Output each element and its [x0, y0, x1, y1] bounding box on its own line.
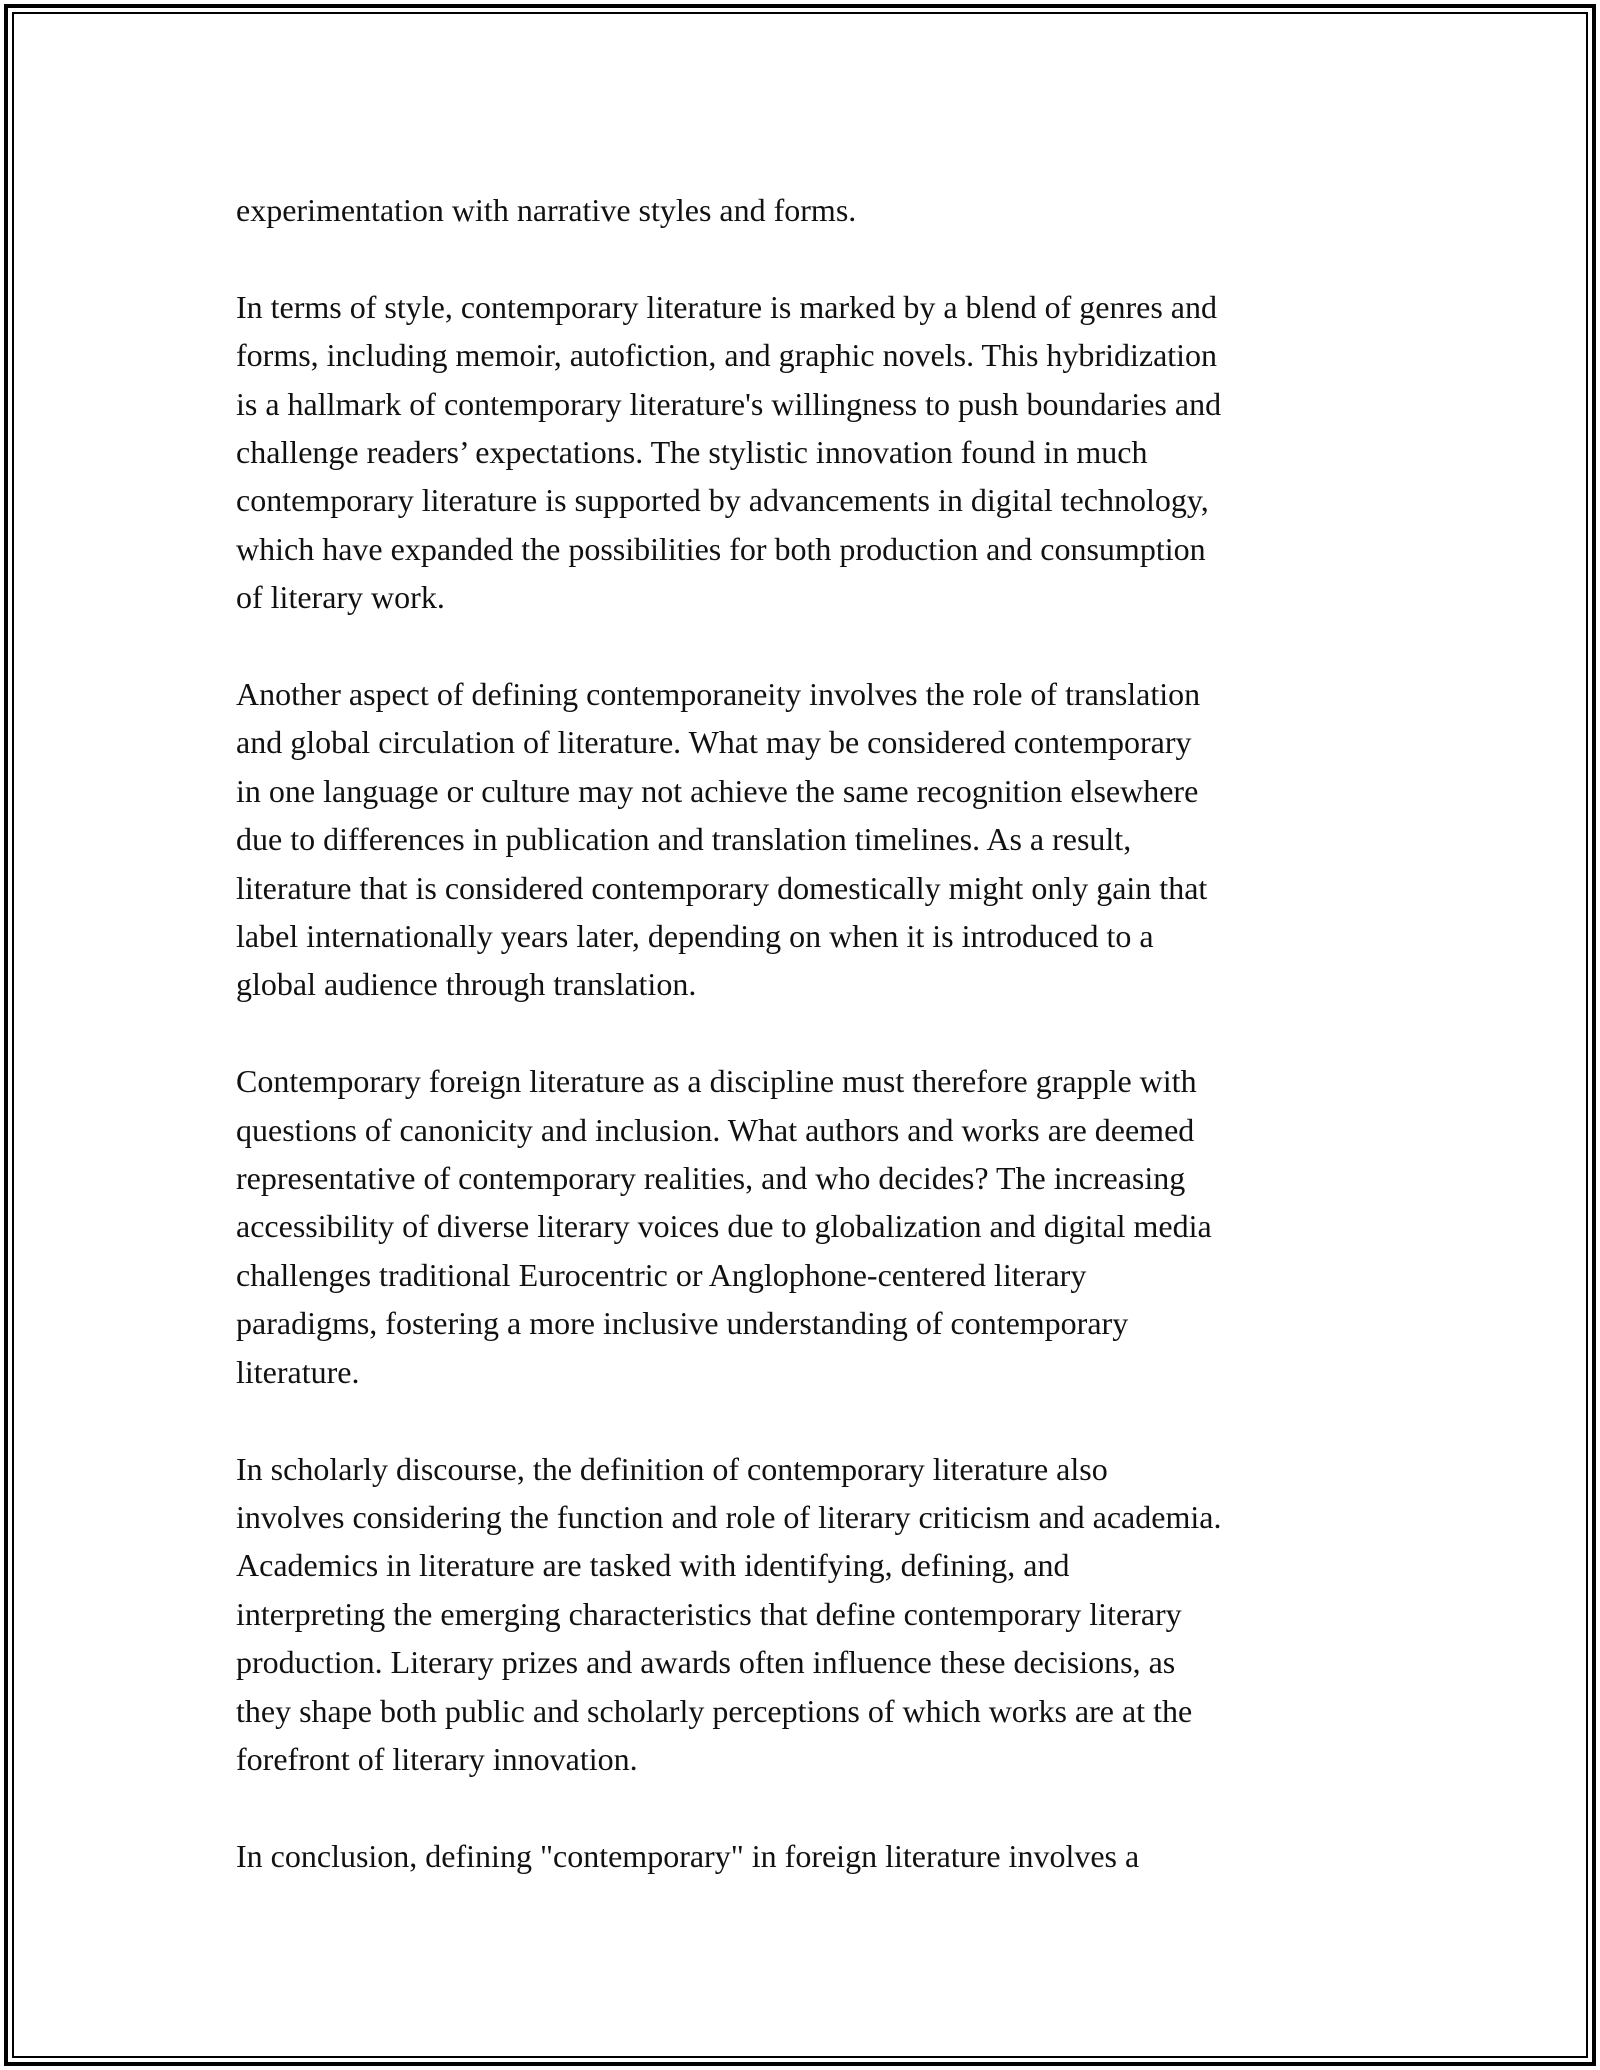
text-line: forms, including memoir, autofiction, and graphic novels. This hybridization — [236, 337, 1218, 374]
text-line: forefront of literary innovation. — [236, 1740, 638, 1777]
text-line: Another aspect of defining contemporaneity involves the role of translation — [236, 676, 1201, 713]
text-line: global audience through translation. — [236, 966, 697, 1003]
text-line: of literary work. — [236, 579, 445, 616]
text-line: accessibility of diverse literary voices due to globalization and digital media — [236, 1208, 1212, 1245]
text-line: In scholarly discourse, the definition of contemporary literature also — [236, 1450, 1108, 1487]
text-line: is a hallmark of contemporary literature's willingness to push boundaries and — [236, 385, 1222, 422]
text-line: and global circulation of literature. What may be considered contemporary — [236, 724, 1192, 761]
text-line: paradigms, fostering a more inclusive understanding of contemporary — [236, 1305, 1129, 1342]
text-line: which have expanded the possibilities for both production and consumption — [236, 530, 1206, 567]
text-line: in one language or culture may not achieve the same recognition elsewhere — [236, 772, 1199, 809]
text-line: literature that is considered contemporary domestically might only gain that — [236, 869, 1208, 906]
text-line: In terms of style, contemporary literature is marked by a blend of genres and — [236, 288, 1217, 325]
text-line: challenge readers’ expectations. The stylistic innovation found in much — [236, 434, 1148, 471]
text-line: Academics in literature are tasked with identifying, defining, and — [236, 1547, 1070, 1584]
text-line: literature. — [236, 1353, 360, 1390]
text-line: interpreting the emerging characteristics that define contemporary literary — [236, 1595, 1182, 1632]
text-line: they shape both public and scholarly perceptions of which works are at the — [236, 1692, 1193, 1729]
paragraph-4 — [236, 1057, 1376, 1396]
text-line: contemporary literature is supported by advancements in digital technology, — [236, 482, 1209, 519]
text-line: questions of canonicity and inclusion. What authors and works are deemed — [236, 1111, 1195, 1148]
paragraph-1 — [236, 186, 1376, 234]
text-line: due to differences in publication and translation timelines. As a result, — [236, 821, 1132, 858]
paragraph-2 — [236, 283, 1376, 622]
text-line: label internationally years later, depending on when it is introduced to a — [236, 918, 1154, 955]
text-line: involves considering the function and role of literary criticism and academia. — [236, 1498, 1222, 1535]
paragraph-6 — [236, 1832, 1376, 1880]
text-line: experimentation with narrative styles and forms. — [236, 192, 857, 228]
text-line: production. Literary prizes and awards often influence these decisions, as — [236, 1644, 1176, 1681]
text-line: Contemporary foreign literature as a discipline must therefore grapple with — [236, 1063, 1197, 1100]
paragraph-3 — [236, 670, 1376, 1009]
text-line: In conclusion, defining "contemporary" in foreign literature involves a — [236, 1837, 1140, 1874]
paragraph-5 — [236, 1445, 1376, 1784]
document-body — [236, 186, 1376, 1929]
text-line: representative of contemporary realities, and who decides? The increasing — [236, 1160, 1186, 1197]
text-line: challenges traditional Eurocentric or Anglophone-centered literary — [236, 1256, 1087, 1293]
